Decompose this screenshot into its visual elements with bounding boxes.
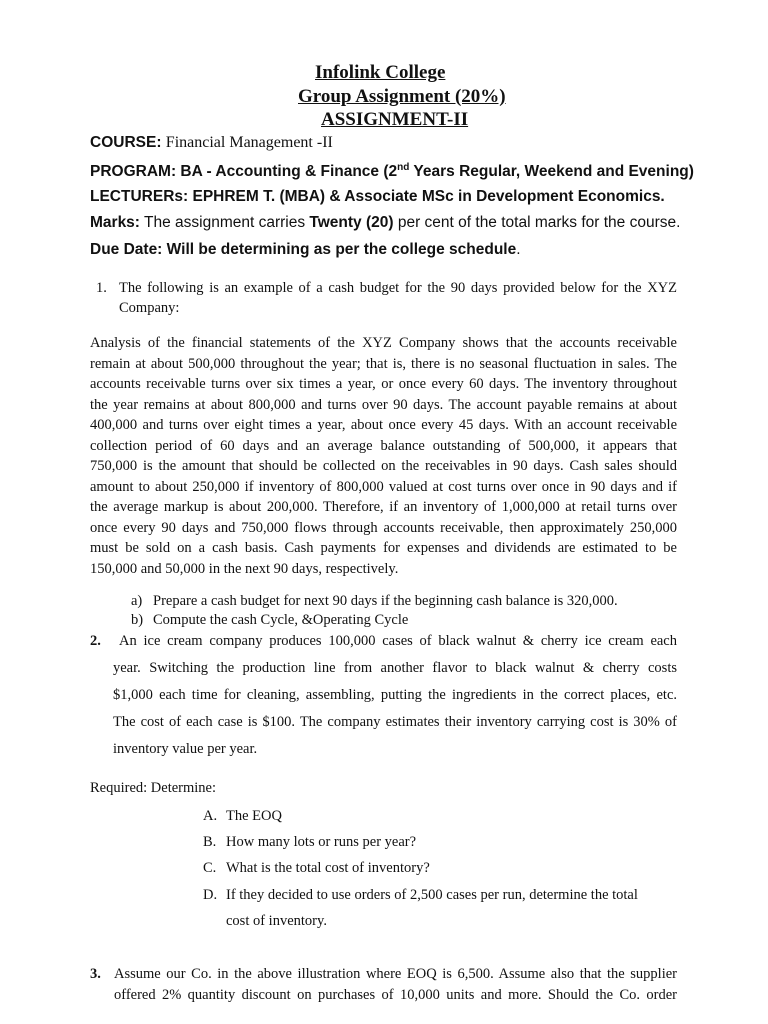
due-line: [90, 241, 521, 259]
course-value: Financial Management -II: [165, 134, 333, 151]
q1-intro-line1: The following is an example of a cash budget for the 90 days provided below for the XYZ: [119, 280, 677, 296]
q2-line: inventory value per year.: [113, 741, 258, 757]
program-rest: Years Regular, Weekend and Evening): [409, 163, 694, 181]
q1-para-line: the year remains at about 800,000 and turns over 90 days. The account payable remains at about: [90, 396, 677, 413]
q2-item-label: A.: [203, 808, 218, 824]
q2-number: 2.: [90, 633, 101, 649]
q1-sub-b: Compute the cash Cycle, &Operating Cycle: [153, 612, 409, 628]
q1-para-line: 400,000 and turns over eight times a year, about once every 45 days. With an account receivable: [90, 417, 677, 433]
lecturers-line: LECTURERs: EPHREM T. (MBA) & Associate MSc in Development Economics.: [90, 188, 665, 205]
q2-item-d-cont: cost of inventory.: [226, 913, 327, 929]
due-bold: Due Date: Will be determining as per the college schedule: [90, 241, 517, 258]
q2-item-text: The EOQ: [226, 808, 282, 824]
q2-item-label: C.: [203, 860, 217, 876]
q3-line1: Assume our Co. in the above illustration where EOQ is 6,500. Assume also that the supplier: [114, 966, 677, 982]
marks-pre: The assignment carries: [139, 214, 310, 231]
q2-item-label: B.: [203, 834, 217, 850]
q2-item-text: If they decided to use orders of 2,500 cases per run, determine the total: [226, 887, 638, 903]
q2-line: year. Switching the production line from another flavor to black walnut & cherry costs: [113, 660, 677, 676]
q2-line: $1,000 each time for cleaning, assembling, putting the ingredients in the correct places, etc.: [113, 687, 677, 703]
q2-line: The cost of each case is $100. The company estimates their inventory carrying cost is 30% of: [113, 714, 677, 730]
marks-bold: Twenty (20): [309, 214, 394, 231]
q1-para-line: remain at about 500,000 throughout the year; that is, there is no seasonal fluctuation in sales. The: [90, 355, 677, 372]
q3-number: 3.: [90, 966, 101, 982]
q1-para-line: amount to about 250,000 if inventory of 800,000 valued at cost turns over once in 90 days and if: [90, 478, 677, 495]
marks-line: [90, 214, 680, 232]
q1-para-line: must be sold on a cash basis. Cash payments for expenses and dividends are estimated to be: [90, 540, 677, 556]
q2-required: Required: Determine:: [90, 780, 217, 796]
q1-paragraph: [90, 333, 677, 579]
q3-line2: offered 2% quantity discount on purchases of 10,000 units and more. Should the Co. order: [114, 987, 677, 1003]
due-post: .: [516, 241, 521, 258]
q1-para-line: Analysis of the financial statements of the XYZ Company shows that the accounts receivable: [90, 335, 677, 351]
q2-line: An ice cream company produces 100,000 cases of black walnut & cherry ice cream each: [119, 633, 677, 649]
course-line: [90, 134, 333, 152]
college-name: Infolink College: [315, 62, 446, 83]
q1-para-line: the average markup is about 200,000. Therefore, if an inventory of 1,000,000 at retail turns over: [90, 499, 677, 515]
q1-para-line: 750,000 is the amount that should be collected on the receivables in 90 days. Cash sales should: [90, 458, 677, 474]
q1-para-line: accounts receivable turns over six times a year, or once every 60 days. The inventory throughout: [90, 376, 677, 392]
q1-sub-a-label: a): [131, 593, 143, 609]
q1-sub-a: Prepare a cash budget for next 90 days if the beginning cash balance is 320,000.: [153, 593, 618, 609]
program-line: [90, 162, 694, 181]
q1-para-line: collection period of 60 days and an average balance outstanding of 500,000, it appears that: [90, 437, 677, 454]
q1-para-line: once every 90 days and 750,000 flows through accounts receivable, then approximately 250,000: [90, 519, 677, 536]
assignment-number: ASSIGNMENT-II: [321, 109, 469, 130]
assignment-title: Group Assignment (20%): [298, 86, 506, 107]
q1-intro-line2: Company:: [119, 300, 180, 316]
marks-label: Marks:: [90, 214, 140, 231]
program-label: PROGRAM: BA - Accounting & Finance (2: [90, 163, 398, 181]
q2-item-text: What is the total cost of inventory?: [226, 860, 430, 876]
q1-sub-b-label: b): [131, 612, 144, 628]
program-sup: nd: [397, 162, 410, 173]
marks-post: per cent of the total marks for the course.: [393, 214, 681, 231]
q1-para-line: 150,000 and 50,000 in the next 90 days, respectively.: [90, 560, 399, 577]
q1-number: 1.: [96, 280, 107, 296]
q2-item-label: D.: [203, 887, 218, 903]
course-label: COURSE:: [90, 134, 162, 151]
q2-item-text: How many lots or runs per year?: [226, 834, 417, 850]
